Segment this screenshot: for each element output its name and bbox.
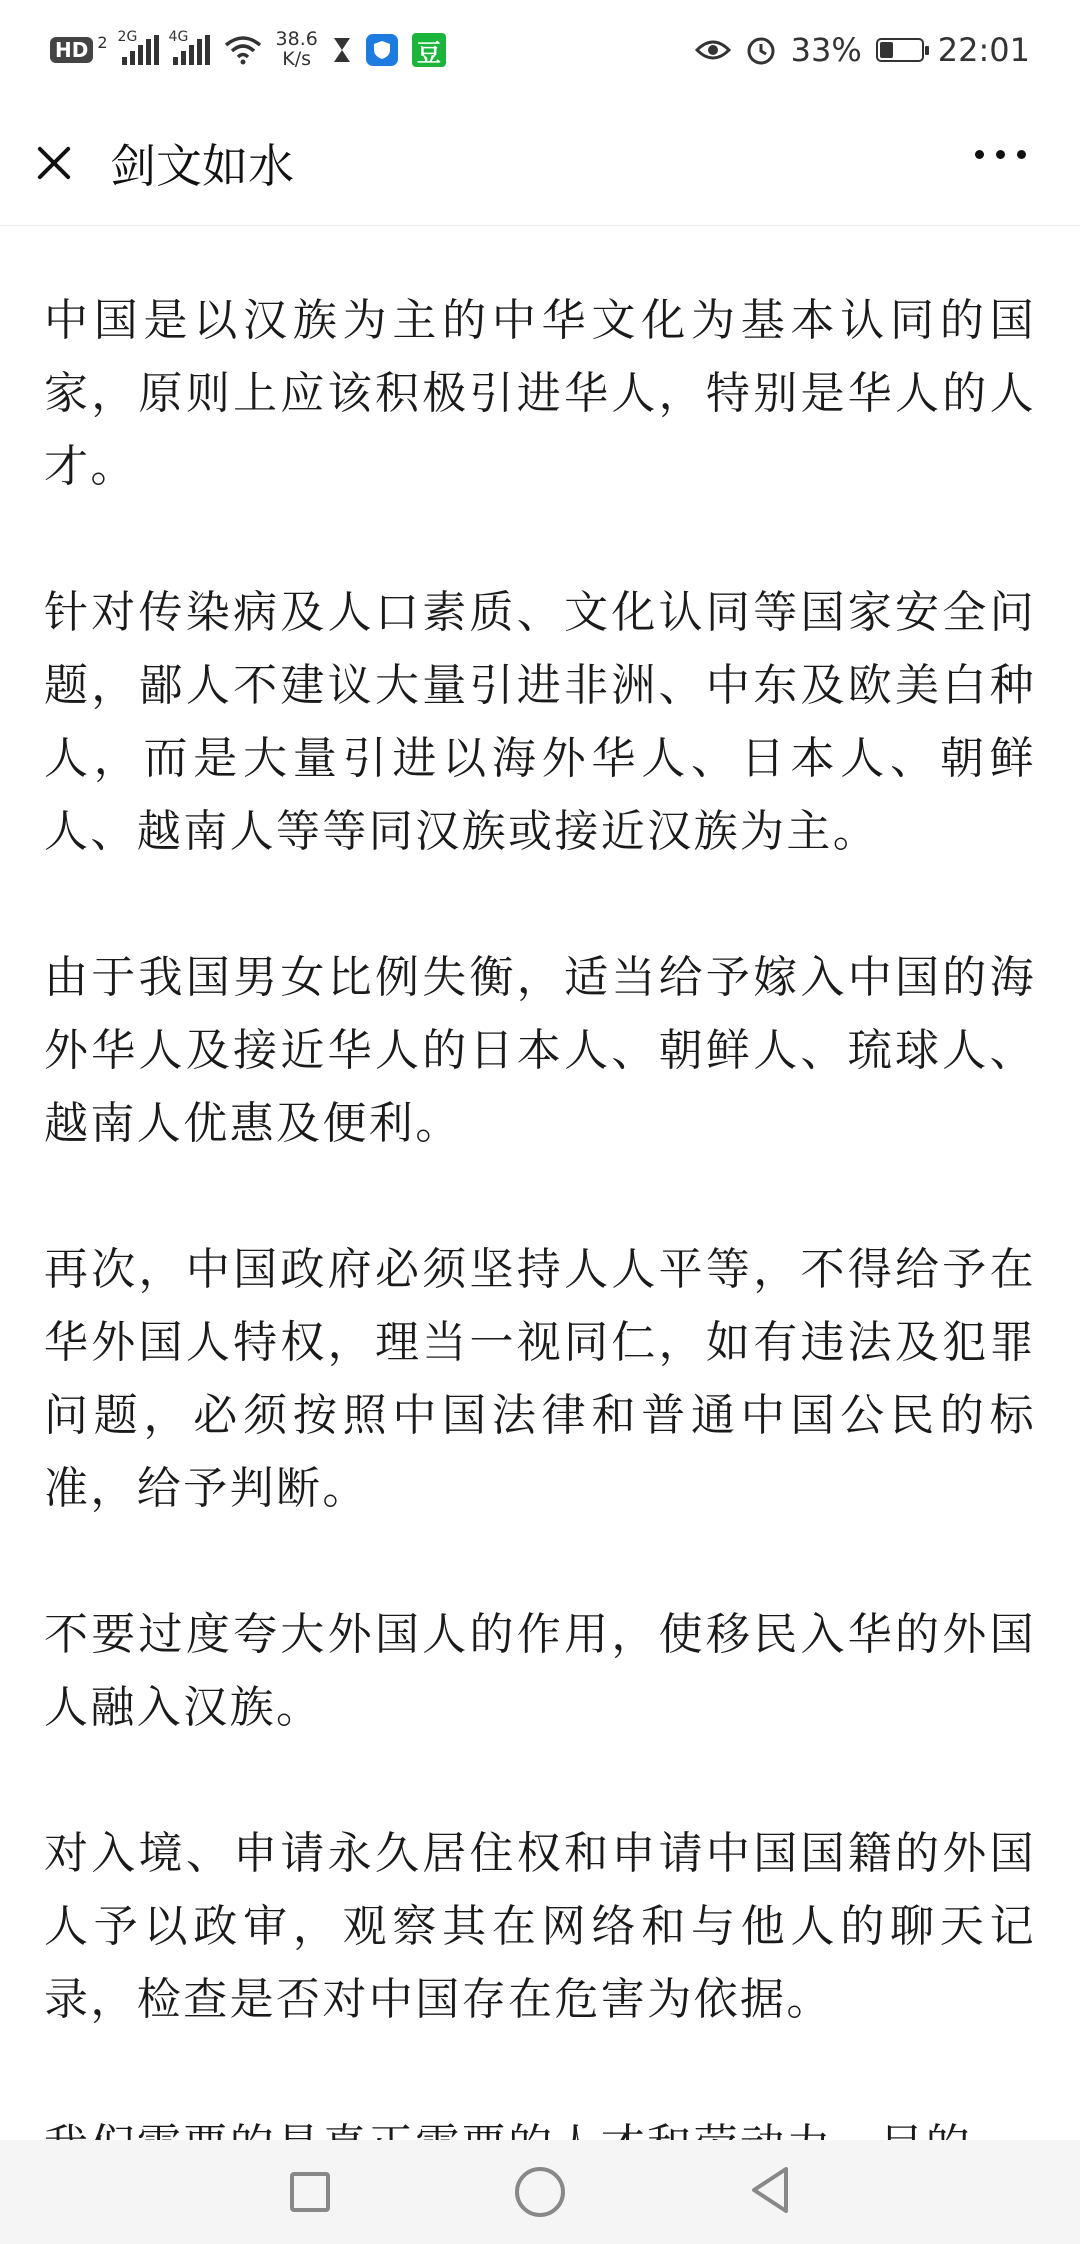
clock: 22:01 [937,31,1030,69]
nav-bar [0,100,1080,226]
article-paragraph: 针对传染病及人口素质、文化认同等国家安全问题，鄙人不建议大量引进非洲、中东及欧美白种人，而是大量引进以海外华人、日本人、朝鲜人、越南人等等同汉族或接近汉族为主。 [44,587,1036,857]
back-icon[interactable] [748,2165,792,2219]
battery-fill [880,42,893,58]
shield-app-icon [366,34,398,66]
recent-apps-icon[interactable] [290,2172,330,2212]
page-title: 剑文如水 [110,138,294,193]
close-icon[interactable] [24,133,84,193]
signal-icon-sim1 [117,29,159,65]
speed-unit: K/s [282,48,312,70]
system-navigation-bar [0,2140,1080,2244]
hd-voice-icon: HD [50,37,93,63]
home-icon[interactable] [515,2167,565,2217]
sim2-label: 4G [168,29,189,45]
hd-sub-label: 2 [97,32,108,52]
sim1-label: 2G [117,29,138,45]
battery-percent: 33% [790,31,862,69]
alarm-icon [745,34,777,66]
eye-icon [695,37,731,63]
hourglass-icon [332,36,352,64]
dou-app-icon: 豆 [412,33,446,67]
battery-icon [876,38,924,62]
article-paragraph: 对入境、申请永久居住权和申请中国国籍的外国人予以政审，观察其在网络和与他人的聊天记录，检查是否对中国存在危害为依据。 [44,1828,1036,2025]
signal-icon-sim2 [168,29,210,65]
speed-value: 38.6 [275,28,318,51]
article-paragraph: 中国是以汉族为主的中华文化为基本认同的国家，原则上应该积极引进华人，特别是华人的人才。 [44,295,1036,492]
article-paragraph: 不要过度夸大外国人的作用，使移民入华的外国人融入汉族。 [44,1609,1036,1733]
status-left [50,30,446,70]
status-bar [0,0,1080,100]
more-options-icon[interactable] [965,140,1036,169]
article-content[interactable] [0,226,1080,2140]
wifi-icon [224,35,262,65]
status-right [695,31,1030,69]
article-paragraph: 再次，中国政府必须坚持人人平等，不得给予在华外国人特权，理当一视同仁，如有违法及犯罪问题，必须按照中国法律和普通中国公民的标准，给予判断。 [44,1244,1036,1514]
article-paragraph: 由于我国男女比例失衡，适当给予嫁入中国的海外华人及接近华人的日本人、朝鲜人、琉球人、越南人优惠及便利。 [44,952,1036,1149]
network-speed [276,30,318,70]
